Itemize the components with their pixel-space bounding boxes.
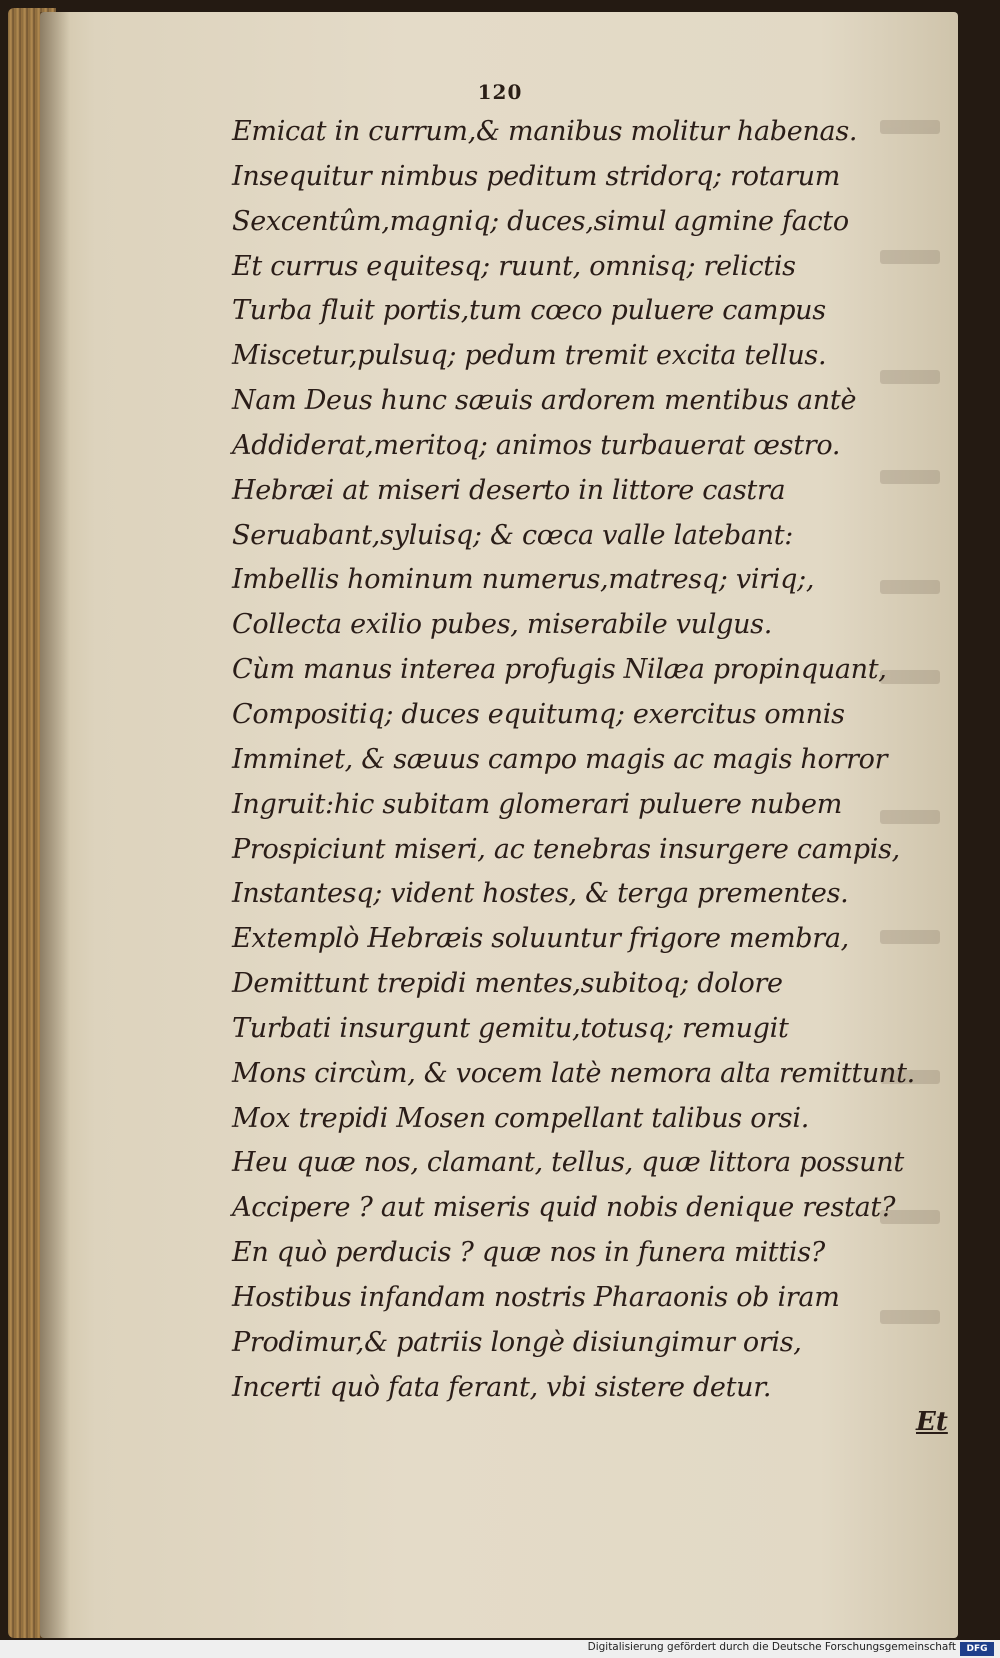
verse-line: Imminet, & sæuus campo magis ac magis horror [232, 743, 888, 775]
page-number: 120 [477, 80, 523, 104]
verse-line: Hostibus infandam nostris Pharaonis ob iram [232, 1281, 840, 1313]
verse-line: Miscetur,pulsuq; pedum tremit excita tellus. [232, 340, 827, 372]
verse-line: Addiderat,meritoq; animos turbauerat œstro. [232, 429, 841, 461]
verse-line: Insequitur nimbus peditum stridorq; rotarum [232, 160, 841, 192]
verse-line: Compositiq; duces equitumq; exercitus omnis [232, 698, 845, 730]
verse-line: Nam Deus hunc sæuis ardorem mentibus antè [232, 385, 857, 417]
verse-line: Turba fluit portis,tum cœco puluere campus [232, 295, 826, 327]
verse-block [232, 110, 932, 1410]
verse-line: Demittunt trepidi mentes,subitoq; dolore [232, 968, 783, 1000]
catchword: Et [916, 1407, 948, 1437]
verse-line: Seruabant,syluisq; & cœca valle latebant: [232, 519, 794, 551]
verse-line: Instantesq; vident hostes, & terga prementes. [232, 878, 849, 910]
verse-line: En quò perducis ? quæ nos in funera mittis? [232, 1237, 825, 1269]
verse-line: Et currus equitesq; ruunt, omnisq; relictis [232, 250, 796, 282]
verse-line: Incerti quò fata ferant, vbi sistere detur. [232, 1371, 772, 1403]
verse-line: Turbati insurgunt gemitu,totusq; remugit [232, 1012, 789, 1044]
verse-line: Accipere ? aut miseris quid nobis denique restat? [232, 1192, 896, 1224]
funding-credit: Digitalisierung gefördert durch die Deutsche Forschungsgemeinschaft [587, 1641, 956, 1653]
gutter-shadow [40, 12, 70, 1638]
verse-line: Emicat in currum,& manibus molitur habenas. [232, 116, 858, 147]
verse-line: Ingruit:hic subitam glomerari puluere nubem [232, 788, 843, 820]
verse-line: Hebræi at miseri deserto in littore castra [232, 474, 786, 506]
verse-line: Imbellis hominum numerus,matresq; viriq;, [232, 564, 815, 596]
verse-line: Cùm manus interea profugis Nilæa propinquant, [232, 654, 887, 686]
verse-line: Collecta exilio pubes, miserabile vulgus. [232, 609, 773, 641]
dfg-logo: DFG [960, 1642, 994, 1656]
verse-line: Mox trepidi Mosen compellant talibus orsi. [232, 1102, 809, 1134]
verse-line: Extemplò Hebræis soluuntur frigore membra, [232, 923, 849, 955]
verse-line: Mons circùm, & vocem latè nemora alta remittunt. [232, 1057, 915, 1089]
verse-line: Prodimur,& patriis longè disiungimur oris, [232, 1326, 802, 1358]
verse-line: Prospiciunt miseri, ac tenebras insurgere campis, [232, 833, 900, 865]
verse-line: Sexcentûm,magniq; duces,simul agmine facto [232, 205, 849, 237]
verse-line: Heu quæ nos, clamant, tellus, quæ littora possunt [232, 1147, 904, 1179]
